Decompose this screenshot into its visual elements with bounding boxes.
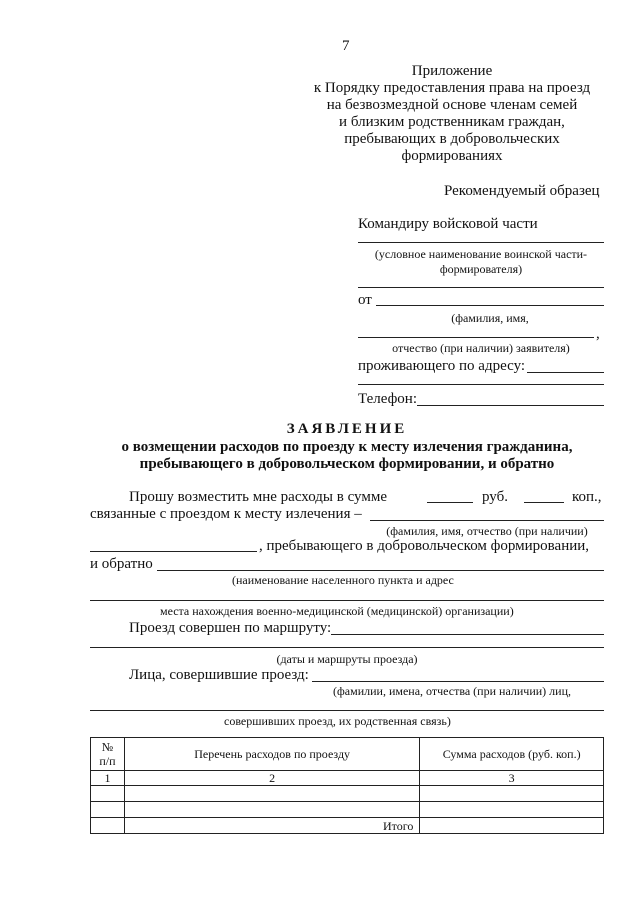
sum-kop-field[interactable] [524,502,564,503]
col-header-number: № п/п [91,738,125,771]
table-total-row [91,818,604,834]
destination-field-2[interactable] [90,600,604,601]
appendix-line: к Порядку предоставления права на проезд [313,80,591,96]
address-field-2[interactable] [358,384,604,385]
applicant-name-field[interactable] [376,305,604,306]
table-cell[interactable] [124,802,419,818]
place-hint: места нахождения военно-медицинской (медицинской) организации) [160,604,514,618]
route-label: Проезд совершен по маршруту: [129,620,332,636]
from-label: от [358,292,372,308]
expenses-table [90,737,604,834]
persons-label: Лица, совершившие проезд: [129,667,309,683]
col-header-expenses: Перечень расходов по проезду [124,738,419,771]
table-cell[interactable] [420,786,604,802]
route-field[interactable] [331,634,604,635]
appendix-line: формированиях [401,148,503,164]
document-title: ЗАЯВЛЕНИЕ [286,421,408,437]
table-cell[interactable] [420,802,604,818]
and-back-label: и обратно [90,556,153,572]
sum-rub-field[interactable] [427,502,473,503]
phone-label: Телефон: [358,391,417,407]
document-subtitle: о возмещении расходов по проезду к месту излечения гражданина, [121,439,573,455]
document-subtitle: пребывающего в добровольческом формировании, и обратно [139,456,555,472]
table-cell[interactable] [124,786,419,802]
table-cell[interactable] [91,786,125,802]
addressee-commander: Командиру войсковой части [358,216,538,232]
table-cell: 2 [124,771,419,786]
patient-name-field[interactable] [370,520,604,521]
col-header-sum: Сумма расходов (руб. коп.) [420,738,604,771]
place-hint: (наименование населенного пункта и адрес [232,573,454,587]
route-hint: (даты и маршруты проезда) [276,652,418,666]
unit-name-field[interactable] [358,242,604,243]
applicant-name-field-2[interactable] [358,337,594,338]
table-row [91,786,604,802]
unit-name-field-2[interactable] [358,287,604,288]
unit-hint: (условное наименование воинской части- [374,247,588,261]
table-cell: 3 [420,771,604,786]
page-number: 7 [342,38,350,54]
name-hint: (фамилия, имя, [451,311,529,325]
table-cell: 1 [91,771,125,786]
appendix-line: и близким родственникам граждан, [339,114,565,130]
persons-hint: совершивших проезд, их родственная связь) [224,714,451,728]
request-text: Прошу возместить мне расходы в сумме [129,489,387,505]
kop-label: коп., [572,489,602,505]
appendix-line: Приложение [411,63,493,79]
rub-label: руб. [482,489,508,505]
fio-hint: (фамилия, имя, отчество (при наличии) [386,524,588,538]
persons-field-2[interactable] [90,710,604,711]
unit-hint: формирователя) [439,262,523,276]
persons-field[interactable] [312,681,604,682]
comma-mark: , [596,326,600,342]
table-numbering-row [91,771,604,786]
destination-field[interactable] [157,570,604,571]
total-label: Итого [124,818,419,834]
appendix-caption [300,63,604,165]
appendix-line: пребывающих в добровольческих [344,131,560,147]
table-header-row [91,738,604,771]
name-hint: отчество (при наличии) заявителя) [392,341,570,355]
sample-label: Рекомендуемый образец [444,183,600,199]
persons-hint: (фамилии, имена, отчества (при наличии) лиц, [333,684,571,698]
address-field[interactable] [527,372,604,373]
request-text: связанные с проездом к месту излечения – [90,506,362,522]
table-row [91,802,604,818]
table-cell[interactable] [91,802,125,818]
phone-field[interactable] [417,405,604,406]
request-text: , пребывающего в добровольческом формировании, [259,538,590,554]
total-sum-cell[interactable] [420,818,604,834]
address-label: проживающего по адресу: [358,358,526,374]
table-cell [91,818,125,834]
appendix-line: на безвозмездной основе членам семей [326,97,578,113]
patient-name-field-2[interactable] [90,551,257,552]
route-field-2[interactable] [90,647,604,648]
